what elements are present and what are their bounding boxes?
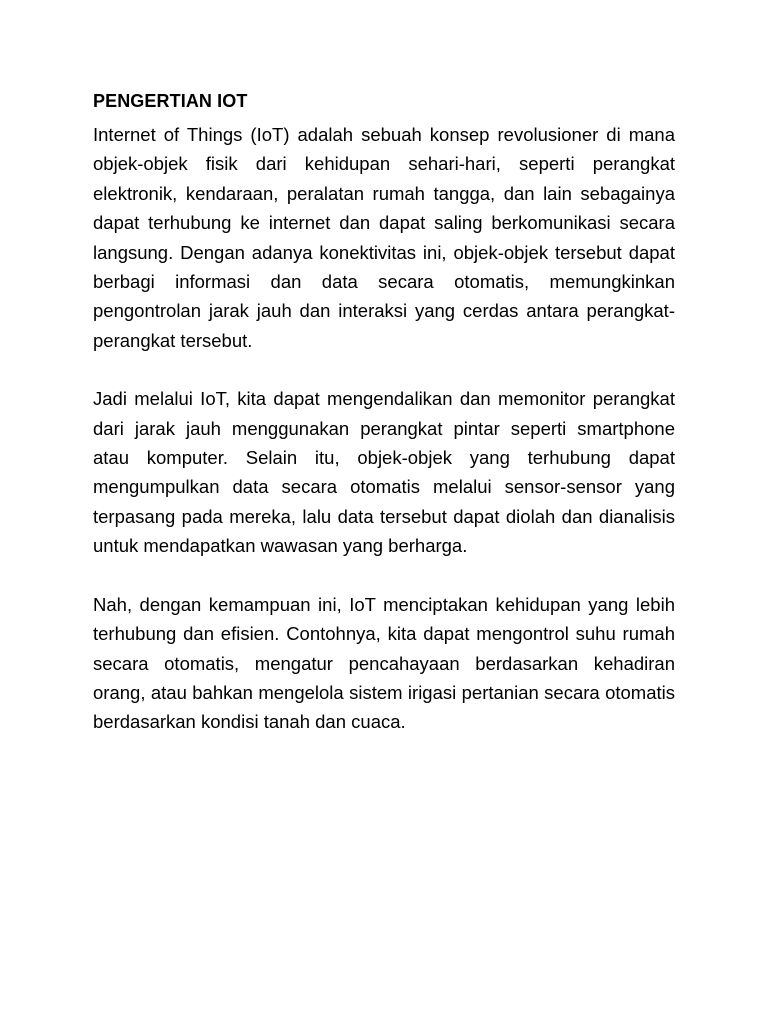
paragraph-2: Jadi melalui IoT, kita dapat mengendalikan dan memonitor perangkat dari jarak jauh menggunakan perangkat pintar seperti smartphone atau komputer. Selain itu, objek-objek yang terhubung dapat mengumpulkan data secara otomatis melalui sensor-sensor yang terpasang pada mereka, lalu data tersebut dapat diolah dan dianalisis untuk mendapatkan wawasan yang berharga. [93,388,675,557]
document-heading: PENGERTIAN IOT [93,91,248,111]
paragraph-3: Nah, dengan kemampuan ini, IoT menciptakan kehidupan yang lebih terhubung dan efisien. Contohnya, kita dapat mengontrol suhu rumah secara otomatis, mengatur pencahayaan berdasarkan kehadiran orang, atau bahkan mengelola sistem irigasi pertanian secara otomatis berdasarkan kondisi tanah dan cuaca. [93,593,675,733]
paragraph-gap [93,355,675,384]
paragraph-gap [93,561,675,590]
paragraph-1: Internet of Things (IoT) adalah sebuah konsep revolusioner di mana objek-objek fisik dari kehidupan sehari-hari, seperti perangkat elektronik, kendaraan, peralatan rumah tangga, dan lain sebagainya dapat terhubung ke internet dan dapat saling berkomunikasi secara langsung. Dengan adanya konektivitas ini, objek-objek tersebut dapat berbagi informasi dan data secara otomatis, memungkinkan pengontrolan jarak jauh dan interaksi yang cerdas antara perangkat-perangkat tersebut. [93,124,675,351]
document-page [93,88,675,737]
